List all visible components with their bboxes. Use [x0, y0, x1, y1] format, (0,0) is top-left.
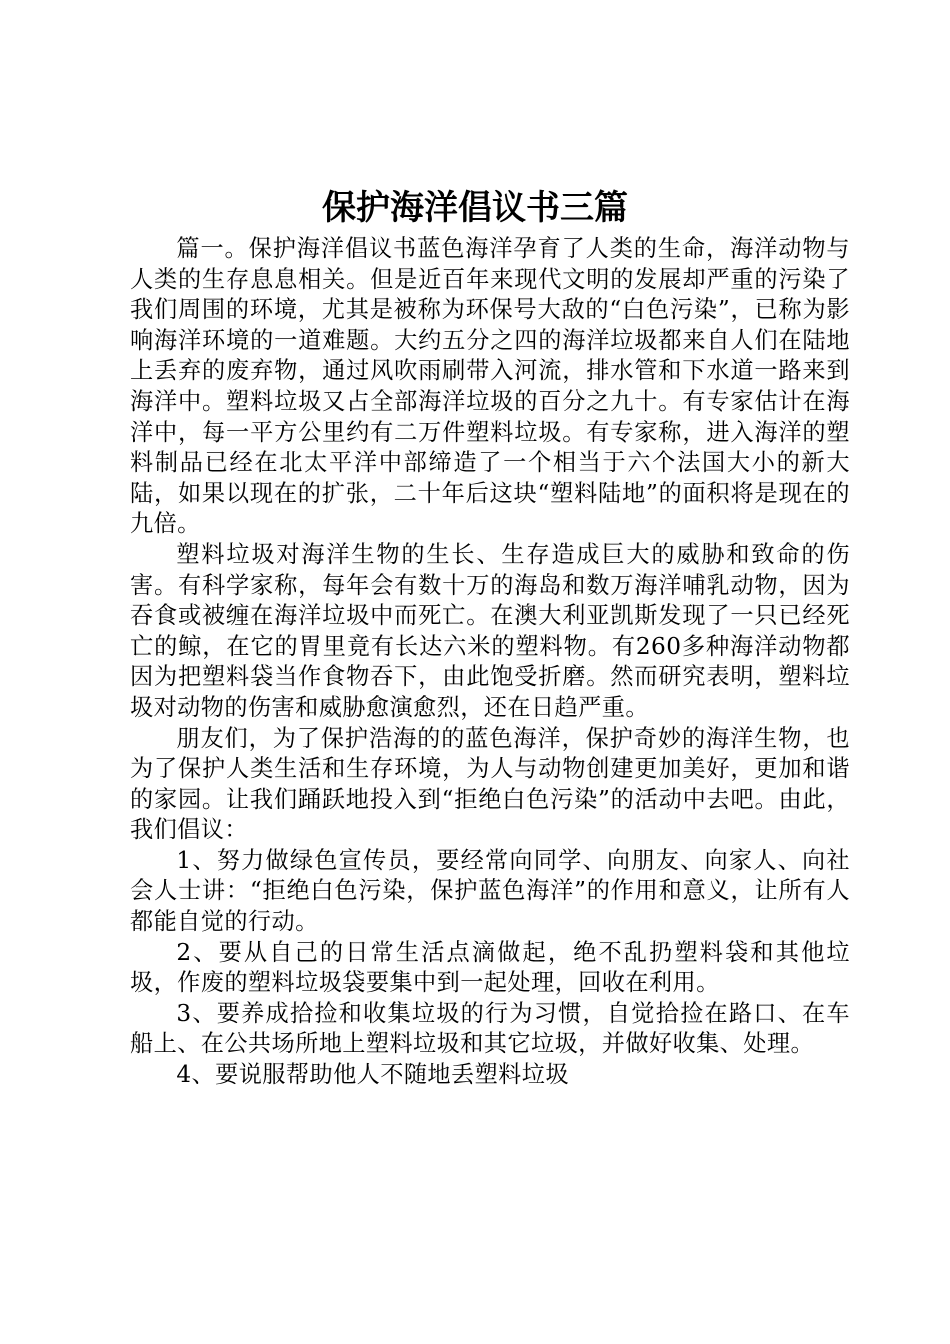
proposal-item-3: 3、要养成拾捡和收集垃圾的行为习惯，自觉拾捡在路口、在车船上、在公共场所地上塑料垃圾和其它垃圾，并做好收集、处理。 — [130, 999, 850, 1058]
proposal-item-2: 2、要从自己的日常生活点滴做起，绝不乱扔塑料袋和其他垃圾，作废的塑料垃圾袋要集中到一起处理，回收在利用。 — [130, 938, 850, 997]
paragraph-2: 塑料垃圾对海洋生物的生长、生存造成巨大的威胁和致命的伤害。有科学家称，每年会有数十万的海岛和数万海洋哺乳动物，因为吞食或被缠在海洋垃圾中而死亡。在澳大利亚凯斯发现了一只已经死亡的鲸，在它的胃里竟有长达六米的塑料物。有260多种海洋动物都因为把塑料袋当作食物吞下，由此饱受折磨。然而研究表明，塑料垃圾对动物的伤害和威胁愈演愈烈，还在日趋严重。 — [130, 540, 850, 721]
proposal-item-4: 4、要说服帮助他人不随地丢塑料垃圾 — [176, 1061, 569, 1089]
document-title: 保护海洋倡议书三篇 — [322, 188, 628, 228]
proposal-item-1: 1、努力做绿色宣传员，要经常向同学、向朋友、向家人、向社会人士讲：“拒绝白色污染，保护蓝色海洋”的作用和意义，让所有人都能自觉的行动。 — [130, 846, 850, 936]
document-body — [130, 234, 850, 1091]
paragraph-1: 篇一。保护海洋倡议书蓝色海洋孕育了人类的生命，海洋动物与人类的生存息息相关。但是近百年来现代文明的发展却严重的污染了我们周围的环境，尤其是被称为环保号大敌的“白色污染”，已称为影响海洋环境的一道难题。大约五分之四的海洋垃圾都来自人们在陆地上丢弃的废弃物，通过风吹雨刷带入河流，排水管和下水道一路来到海洋中。塑料垃圾又占全部海洋垃圾的百分之九十。有专家估计在海洋中，每一平方公里约有二万件塑料垃圾。有专家称，进入海洋的塑料制品已经在北太平洋中部缔造了一个相当于六个法国大小的新大陆，如果以现在的扩张，二十年后这块“塑料陆地”的面积将是现在的九倍。 — [130, 235, 850, 538]
paragraph-3: 朋友们，为了保护浩海的的蓝色海洋，保护奇妙的海洋生物，也为了保护人类生活和生存环境，为人与动物创建更加美好，更加和谐的家园。让我们踊跃地投入到“拒绝白色污染”的活动中去吧。由此，我们倡议： — [130, 724, 850, 844]
